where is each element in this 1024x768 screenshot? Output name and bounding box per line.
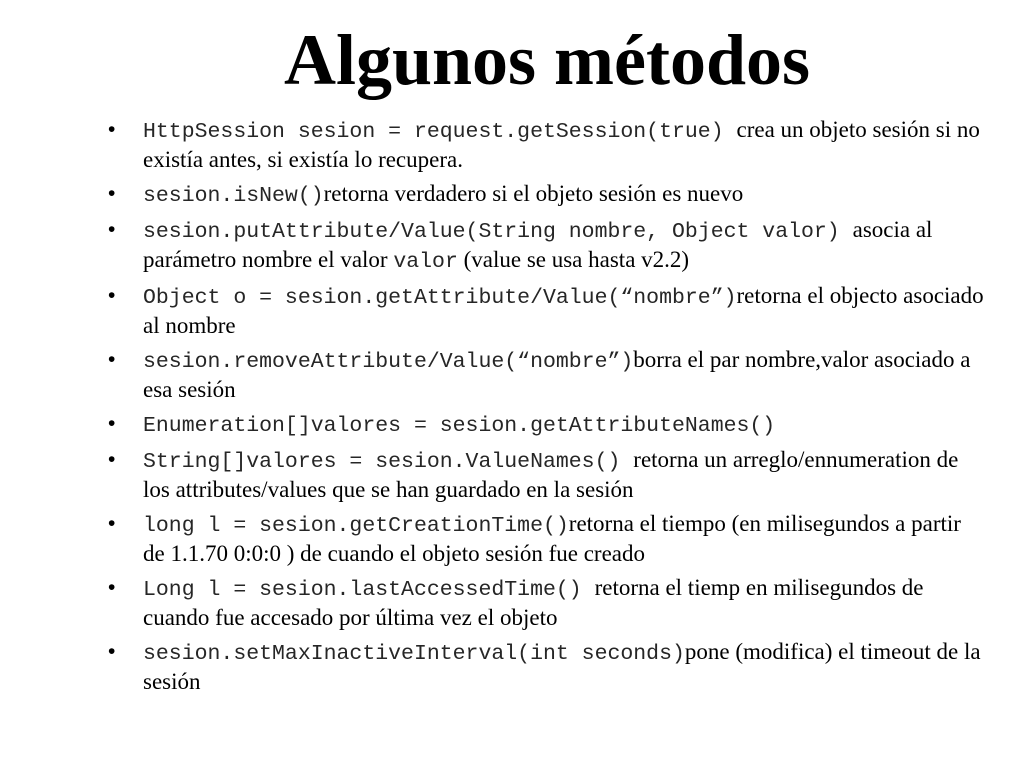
bullet-item	[108, 116, 988, 174]
bullet-item	[108, 574, 988, 632]
bullet-marker: •	[108, 284, 116, 307]
bullet-item	[108, 510, 988, 568]
bullet-marker: •	[108, 412, 116, 435]
description-text: retorna el objecto asociado al nombre	[143, 283, 984, 338]
description-text: crea un objeto sesión si no existía antes, si existía lo recupera.	[143, 117, 980, 172]
slide-title: Algunos métodos	[283, 20, 811, 100]
bullet-marker: •	[108, 448, 116, 471]
code-snippet: sesion.putAttribute/Value(String nombre, Object valor)	[143, 220, 853, 244]
bullet-marker: •	[108, 118, 116, 141]
description-text: retorna el tiempo (en milisegundos a partir de 1.1.70 0:0:0 ) de cuando el objeto sesión fue creado	[143, 511, 961, 566]
bullet-item	[108, 216, 988, 276]
bullet-marker: •	[108, 640, 116, 663]
code-snippet: Enumeration[]valores = sesion.getAttributeNames()	[143, 414, 776, 438]
code-snippet: sesion.isNew()	[143, 184, 324, 208]
bullet-list	[108, 116, 988, 702]
description-text: retorna verdadero si el objeto sesión es nuevo	[323, 181, 744, 206]
code-snippet: sesion.setMaxInactiveInterval(int seconds)	[143, 642, 685, 666]
description-text: retorna el tiemp en milisegundos de cuando fue accesado por última vez el objeto	[143, 575, 924, 630]
bullet-marker: •	[108, 576, 116, 599]
description-text: (value se usa hasta v2.2)	[457, 247, 690, 272]
bullet-marker: •	[108, 218, 116, 241]
code-snippet: long l = sesion.getCreationTime()	[143, 514, 569, 538]
description-text: retorna un arreglo/ennumeration de los attributes/values que se han guardado en la sesión	[143, 447, 959, 502]
bullet-item	[108, 180, 988, 210]
bullet-marker: •	[108, 182, 116, 205]
bullet-item	[108, 638, 988, 696]
code-snippet: String[]valores = sesion.ValueNames()	[143, 450, 634, 474]
code-snippet: valor	[393, 250, 458, 274]
bullet-item	[108, 282, 988, 340]
code-snippet: Object o = sesion.getAttribute/Value(“nombre”)	[143, 286, 737, 310]
code-snippet: HttpSession sesion = request.getSession(true)	[143, 120, 737, 144]
bullet-marker: •	[108, 512, 116, 535]
bullet-item	[108, 346, 988, 404]
code-snippet: sesion.removeAttribute/Value(“nombre”)	[143, 350, 634, 374]
bullet-item	[108, 446, 988, 504]
bullet-marker: •	[108, 348, 116, 371]
description-text: pone (modifica) el timeout de la sesión	[143, 639, 981, 694]
description-text: borra el par nombre,valor asociado a esa sesión	[143, 347, 971, 402]
description-text: asocia al parámetro nombre el valor	[143, 217, 933, 272]
bullet-item	[108, 410, 988, 440]
code-snippet: Long l = sesion.lastAccessedTime()	[143, 578, 595, 602]
